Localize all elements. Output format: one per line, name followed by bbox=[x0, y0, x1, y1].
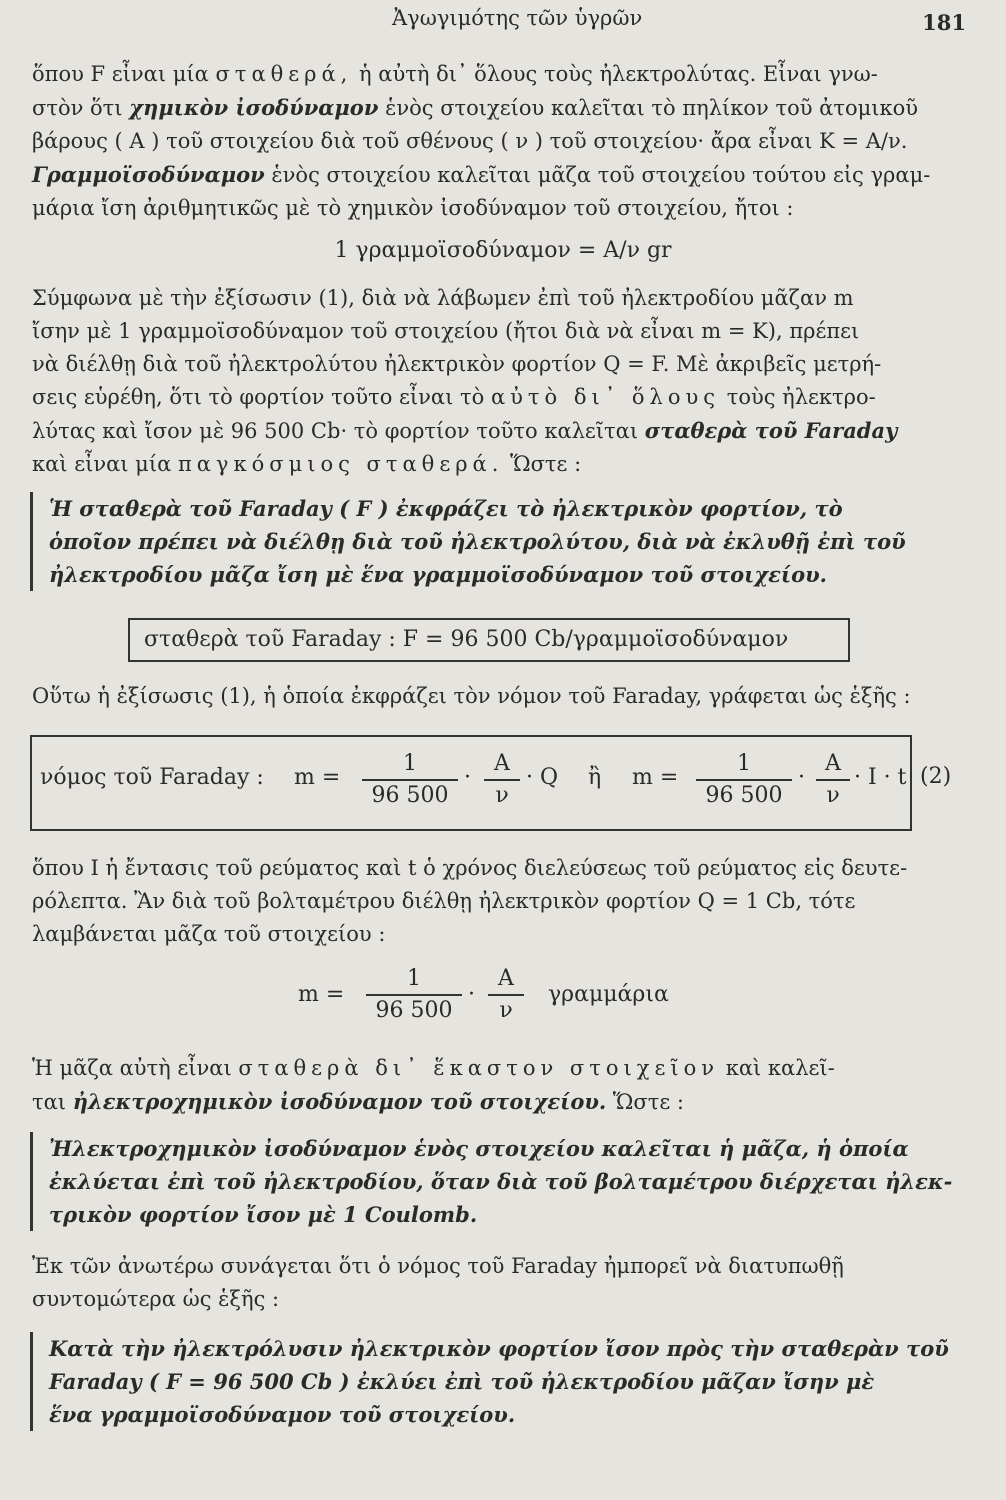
text-line: Ἠλεκτροχημικὸν ἰσοδύναμον ἑνὸς στοιχείου καλεῖται ἡ μᾶζα, ἡ ὁποία bbox=[49, 1136, 909, 1161]
fraction-A-over-nu: A ν bbox=[816, 751, 850, 808]
page-number: 181 bbox=[922, 10, 966, 35]
faraday-constant-box: σταθερὰ τοῦ Faraday : F = 96 500 Cb/γραμμοϊσοδύναμον bbox=[128, 618, 850, 662]
text-line: ἠλεκτροδίου μᾶζα ἴση μὲ ἕνα γραμμοϊσοδύναμον τοῦ στοιχείου. bbox=[49, 562, 827, 587]
text-line: λαμβάνεται μᾶζα τοῦ στοιχείου : bbox=[32, 922, 386, 946]
paragraph-law-intro bbox=[32, 680, 962, 713]
definition-electrochemical-equivalent bbox=[30, 1132, 979, 1231]
or-word: ἢ bbox=[588, 765, 602, 790]
current-time-term: · I · t bbox=[854, 765, 907, 790]
text-line: Ἡ σταθερὰ τοῦ Faraday ( F ) ἐκφράζει τὸ ἠλεκτρικὸν φορτίον, τὸ bbox=[49, 496, 843, 521]
term-gram-equivalent: Γραμμοϊσοδύναμον bbox=[32, 162, 265, 187]
text-line: μάρια ἴση ἀριθμητικῶς μὲ τὸ χημικὸν ἰσοδύναμον τοῦ στοιχείου, ἤτοι : bbox=[32, 196, 794, 220]
text-line: συντομώτερα ὡς ἑξῆς : bbox=[32, 1287, 280, 1311]
lhs-m: m = bbox=[632, 765, 679, 790]
lhs-m: m = bbox=[294, 765, 341, 790]
text-line: στὸν ὅτι χημικὸν ἰσοδύναμον ἑνὸς στοιχείου καλεῖται τὸ πηλίκον τοῦ ἀτομικοῦ bbox=[32, 95, 919, 120]
fraction-1-over-96500: 1 96 500 bbox=[362, 751, 458, 808]
text-line: Οὕτω ἡ ἐξίσωσις (1), ἡ ὁποία ἐκφράζει τὸν νόμον τοῦ Faraday, γράφεται ὡς ἑξῆς : bbox=[32, 684, 911, 708]
text-line: Faraday ( F = 96 500 Cb ) ἐκλύει ἐπὶ τοῦ ἠλεκτροδίου μᾶζαν ἴσην μὲ bbox=[49, 1369, 875, 1394]
paragraph-law-summary bbox=[32, 1250, 962, 1316]
law-label: νόμος τοῦ Faraday : bbox=[40, 765, 264, 790]
text-line: βάρους ( A ) τοῦ στοιχείου διὰ τοῦ σθένους ( ν ) τοῦ στοιχείου· ἄρα εἶναι K = A/ν. bbox=[32, 129, 908, 153]
equation-gram-equivalent: 1 γραμμοϊσοδύναμον = A/ν gr bbox=[334, 238, 672, 263]
paragraph-faraday-constant bbox=[32, 282, 962, 481]
definition-faraday-law-short bbox=[30, 1332, 979, 1431]
definition-faraday-constant bbox=[30, 492, 979, 591]
fraction-A-over-nu: A ν bbox=[484, 751, 520, 808]
text-line: Σύμφωνα μὲ τὴν ἐξίσωσιν (1), διὰ νὰ λάβωμεν ἐπὶ τοῦ ἠλεκτροδίου μᾶζαν m bbox=[32, 286, 854, 310]
text-line: Ἐκ τῶν ἀνωτέρω συνάγεται ὅτι ὁ νόμος τοῦ Faraday ἠμπορεῖ νὰ διατυπωθῇ bbox=[32, 1254, 844, 1278]
text-line: καὶ εἶναι μία παγκόσμιος σταθερά. Ὥστε : bbox=[32, 452, 582, 476]
paragraph-electrochemical-equivalent bbox=[32, 1052, 962, 1119]
text-line: ἕνα γραμμοϊσοδύναμον τοῦ στοιχείου. bbox=[49, 1402, 516, 1427]
charge-Q: · Q bbox=[526, 765, 559, 790]
text-line: Ἡ μᾶζα αὐτὴ εἶναι σταθερὰ δι᾽ ἕκαστον στοιχεῖον καὶ καλεῖ- bbox=[32, 1056, 835, 1080]
fraction-1-over-96500: 1 96 500 bbox=[696, 751, 792, 808]
text-line: λύτας καὶ ἴσον μὲ 96 500 Cb· τὸ φορτίον τοῦτο καλεῖται σταθερὰ τοῦ Faraday bbox=[32, 418, 898, 443]
text-line: ται ἠλεκτροχημικὸν ἰσοδύναμον τοῦ στοιχείου. Ὥστε : bbox=[32, 1089, 684, 1114]
term-electrochemical-equivalent: ἠλεκτροχημικὸν ἰσοδύναμον τοῦ στοιχείου. bbox=[72, 1089, 607, 1114]
text-line: σεις εὑρέθη, ὅτι τὸ φορτίον τοῦτο εἶναι τὸ αὐτὸ δι᾽ ὅλους τοὺς ἠλεκτρο- bbox=[32, 385, 876, 409]
text-line: ὁποῖον πρέπει νὰ διέλθῃ διὰ τοῦ ἠλεκτρολύτου, διὰ νὰ ἐκλυθῇ ἐπὶ τοῦ bbox=[49, 529, 906, 554]
text-line: ἐκλύεται ἐπὶ τοῦ ἠλεκτροδίου, ὅταν διὰ τοῦ βολταμέτρου διέρχεται ἠλεκ- bbox=[49, 1169, 953, 1194]
unit-grams: γραμμάρια bbox=[548, 982, 669, 1007]
text-line: νὰ διέλθῃ διὰ τοῦ ἠλεκτρολύτου ἠλεκτρικὸν φορτίον Q = F. Μὲ ἀκριβεῖς μετρή- bbox=[32, 352, 882, 376]
fraction-A-over-nu: A ν bbox=[488, 966, 524, 1023]
running-header bbox=[0, 6, 1006, 36]
term-chemical-equivalent: χημικὸν ἰσοδύναμον bbox=[129, 95, 379, 120]
term-faraday-constant: σταθερὰ τοῦ Faraday bbox=[644, 418, 898, 443]
text-line: Κατὰ τὴν ἠλεκτρόλυσιν ἠλεκτρικὸν φορτίον ἴσον πρὸς τὴν σταθερὰν τοῦ bbox=[49, 1336, 949, 1361]
text-line: τρικὸν φορτίον ἴσον μὲ 1 Coulomb. bbox=[49, 1202, 478, 1227]
faraday-law-box: νόμος τοῦ Faraday : m = 1 96 500 · A ν · Q ἢ m = 1 96 500 · A ν · I · t bbox=[30, 735, 912, 831]
equation-mass: m = 1 96 500 · A ν γραμμάρια bbox=[298, 966, 669, 1023]
text-line: ὅπου F εἶναι μία σταθερά, ἡ αὐτὴ δι᾽ ὅλους τοὺς ἠλεκτρολύτας. Εἶναι γνω- bbox=[32, 62, 878, 86]
text-line: Γραμμοϊσοδύναμον ἑνὸς στοιχείου καλεῖται μᾶζα τοῦ στοιχείου τούτου εἰς γραμ- bbox=[32, 162, 931, 187]
text-line: ἴσην μὲ 1 γραμμοϊσοδύναμον τοῦ στοιχείου (ἤτοι διὰ νὰ εἶναι m = K), πρέπει bbox=[32, 319, 860, 343]
equation-number: (2) bbox=[920, 764, 952, 789]
paragraph-charge-one-coulomb bbox=[32, 852, 962, 951]
paragraph-definitions bbox=[32, 58, 962, 225]
text-line: ρόλεπτα. Ἂν διὰ τοῦ βολταμέτρου διέλθῃ ἠλεκτρικὸν φορτίον Q = 1 Cb, τότε bbox=[32, 889, 856, 913]
header-title: Ἀγωγιμότης τῶν ὑγρῶν bbox=[392, 6, 643, 30]
fraction-1-over-96500: 1 96 500 bbox=[366, 966, 462, 1023]
text-line: ὅπου I ἡ ἔντασις τοῦ ρεύματος καὶ t ὁ χρόνος διελεύσεως τοῦ ρεύματος εἰς δευτε- bbox=[32, 856, 908, 880]
